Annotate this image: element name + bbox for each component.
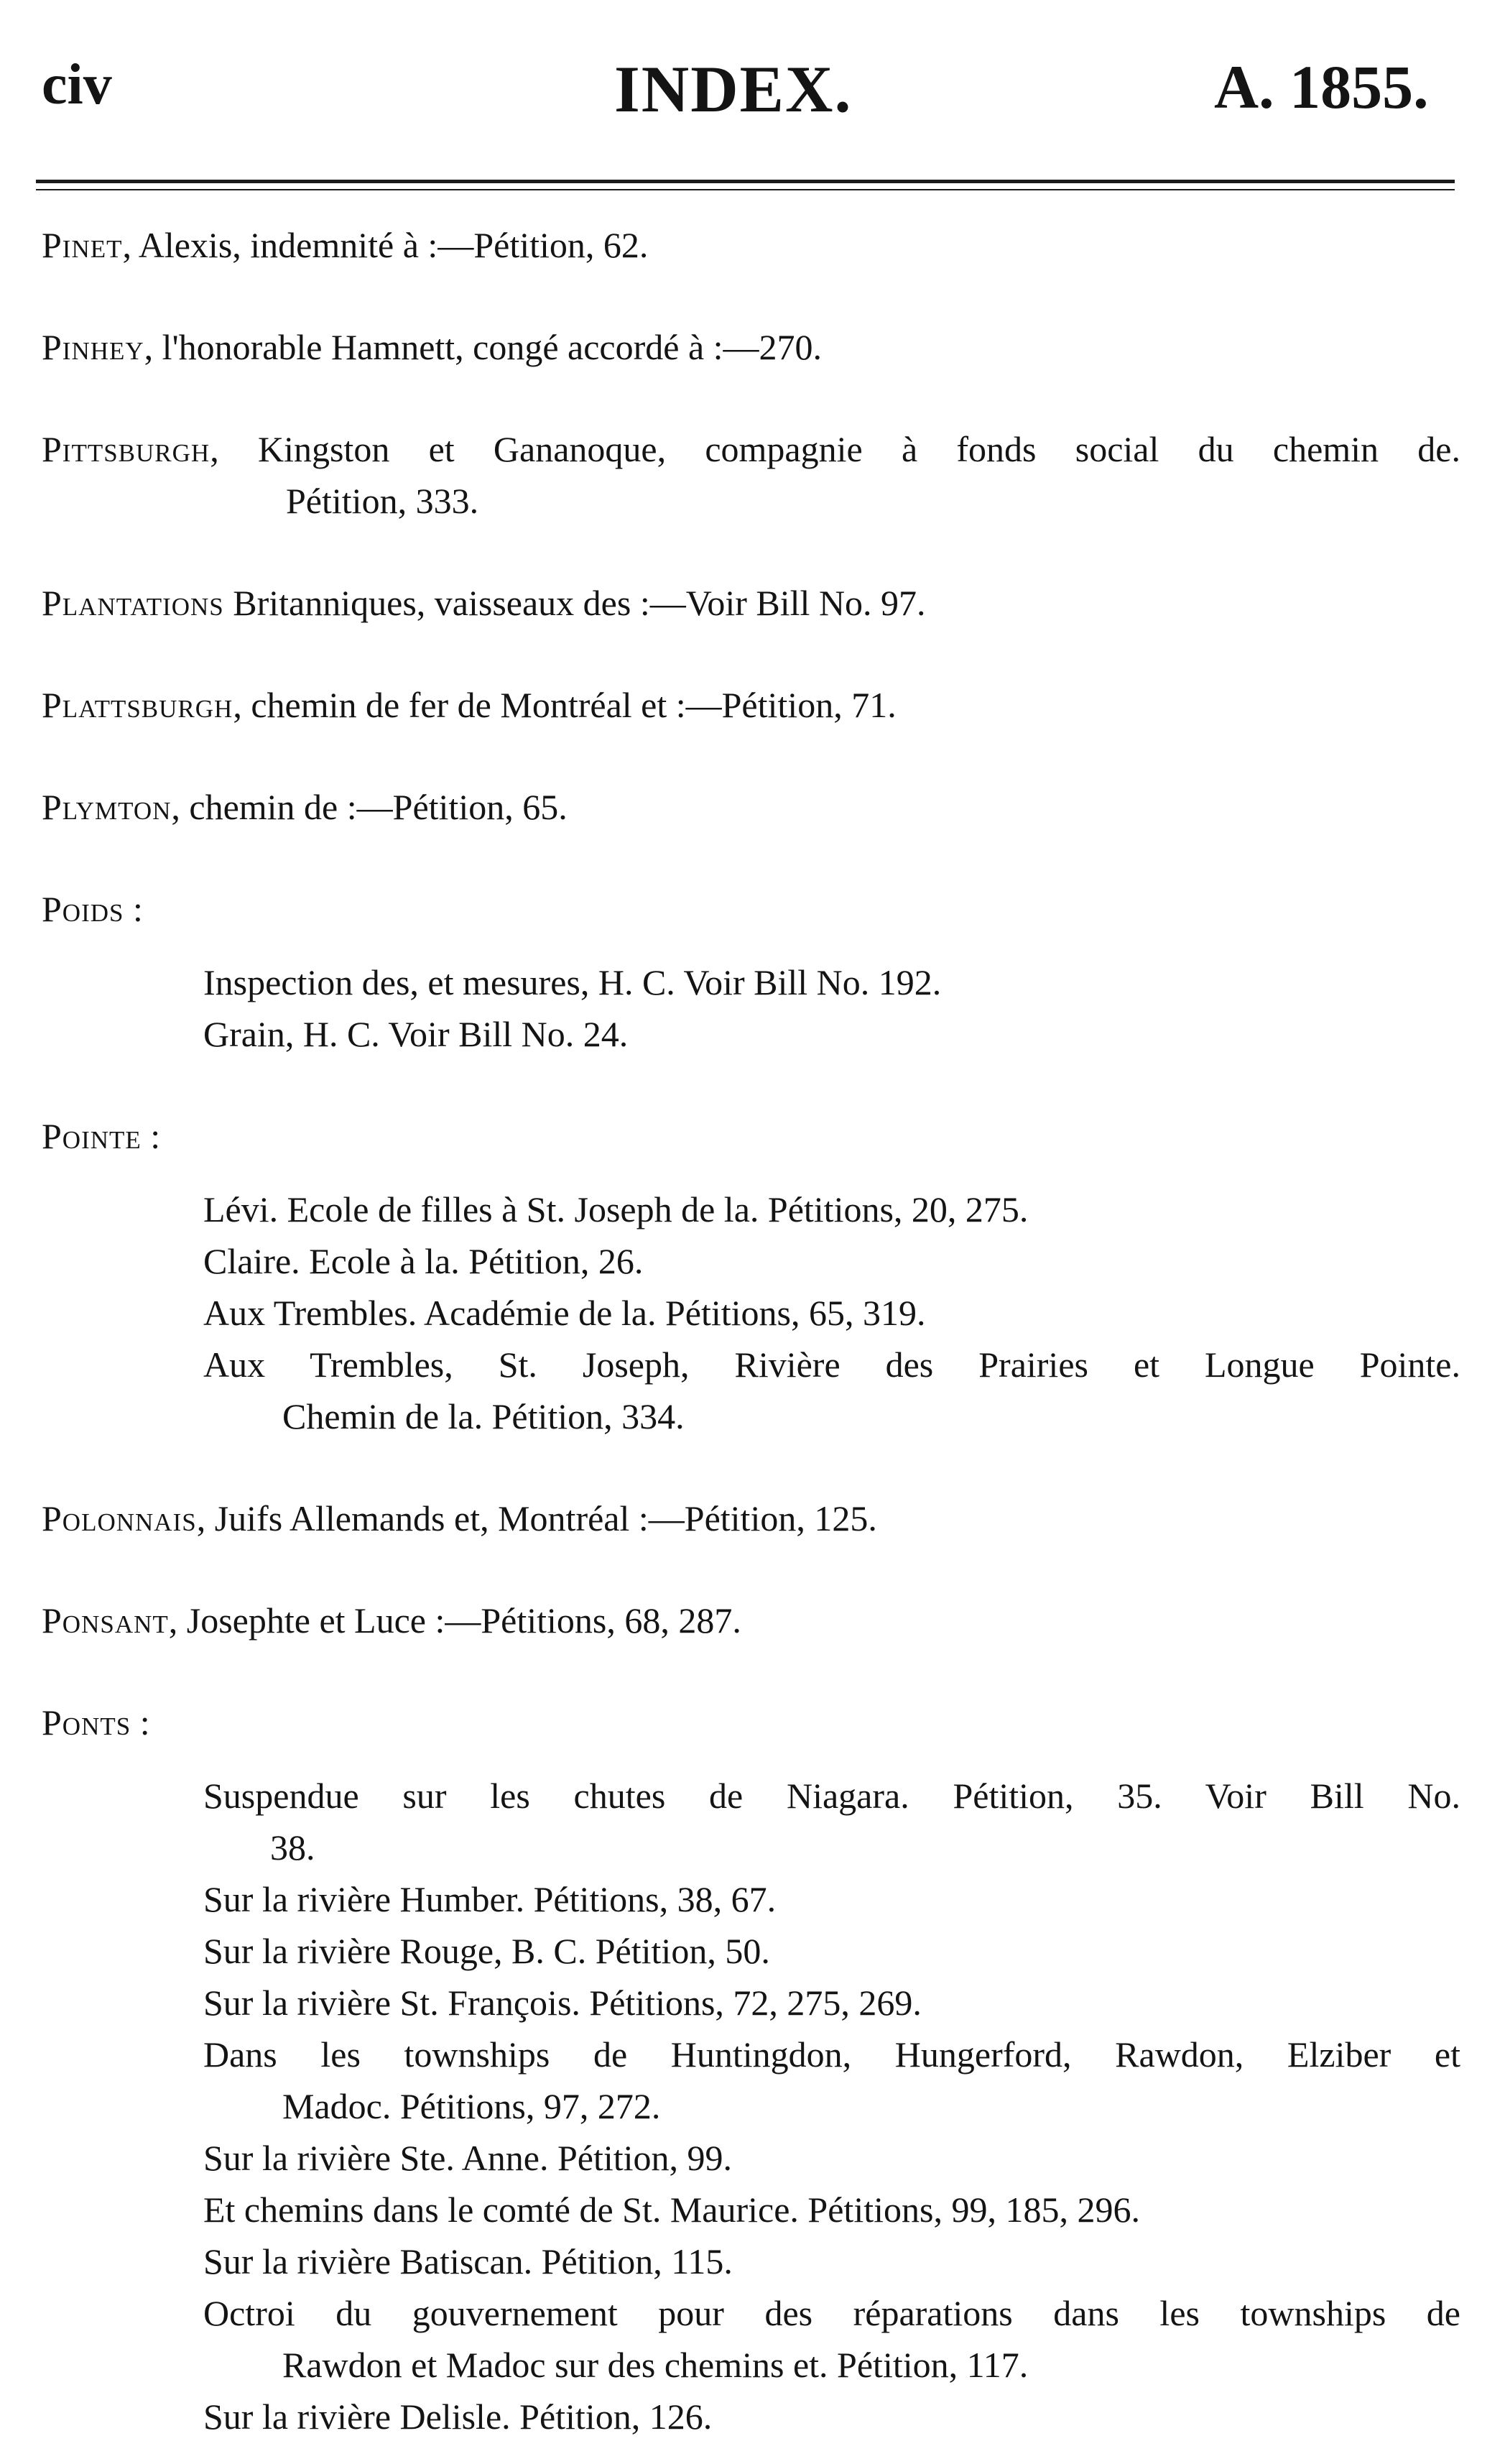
sub-entries (42, 1770, 1460, 2442)
entry-heading: Plantations (42, 583, 224, 623)
sub-entry: Sur la rivière Ste. Anne. Pétition, 99. (203, 2138, 733, 2178)
entry-heading: Ponsant (42, 1600, 169, 1641)
sub-entry: Aux Trembles, St. Joseph, Rivière des Prairies et Longue Pointe. (203, 1344, 1460, 1385)
index-entries (42, 219, 1460, 2442)
entry-text: , Juifs Allemands et, Montréal :—Pétition, 125. (196, 1498, 877, 1538)
page-number: civ (42, 53, 112, 116)
sub-entries (42, 1183, 1460, 1442)
page-title: INDEX. (614, 52, 853, 126)
index-entry (42, 321, 1460, 373)
entry-heading: Poids (42, 889, 124, 929)
index-entry (42, 1595, 1460, 1646)
sub-entry: Octroi du gouvernement pour des réparations dans les townships de (203, 2293, 1460, 2333)
sub-entry: Sur la rivière Batiscan. Pétition, 115. (203, 2241, 733, 2281)
entry-text: , chemin de :—Pétition, 65. (171, 787, 568, 827)
entry-text: , chemin de fer de Montréal et :—Pétition, 71. (233, 685, 897, 725)
sub-entry: Suspendue sur les chutes de Niagara. Pétition, 35. Voir Bill No. (203, 1776, 1460, 1816)
index-entry (42, 1492, 1460, 1544)
entry-text: , l'honorable Hamnett, congé accordé à :—270. (144, 327, 823, 367)
entry-heading: Pinet (42, 225, 123, 265)
sub-entries (42, 956, 1460, 1060)
sub-entry: Sur la rivière St. François. Pétitions, 72, 275, 269. (203, 1983, 922, 2023)
sub-entry: Sur la rivière Delisle. Pétition, 126. (203, 2396, 713, 2437)
page-year: A. 1855. (1214, 52, 1429, 121)
entry-heading: Plattsburgh (42, 685, 233, 725)
sub-entry: Inspection des, et mesures, H. C. Voir Bill No. 192. (203, 962, 942, 1002)
index-entry (42, 423, 1460, 527)
index-entry-pointe: Pointe : Lévi. Ecole de filles à St. Joseph de la. Pétitions, 20, 275. Claire. Ecole à la. Pétition, 26. Aux Trembles. Académie de la. Pétitions, 65, 319. Aux Trembles, St. Joseph, Rivière des Prairies et Longue Pointe. Chemin de la. Pétition, 334. (42, 1110, 1460, 1442)
entry-continuation: Pétition, 333. (286, 481, 479, 521)
entry-heading: Pittsburgh (42, 429, 210, 469)
entry-heading: Pinhey (42, 327, 144, 367)
sub-entry-continuation: Madoc. Pétitions, 97, 272. (282, 2086, 661, 2126)
entry-heading: Plymton (42, 787, 172, 827)
sub-entry: Sur la rivière Humber. Pétitions, 38, 67. (203, 1879, 777, 1919)
sub-entry: Aux Trembles. Académie de la. Pétitions, 65, 319. (203, 1293, 926, 1333)
index-entry (42, 577, 1460, 629)
sub-entry-continuation: Chemin de la. Pétition, 334. (282, 1396, 685, 1436)
entry-heading: Ponts (42, 1702, 131, 1743)
index-entry-ponts: Ponts : Suspendue sur les chutes de Niagara. Pétition, 35. Voir Bill No. 38. Sur la rivière Humber. Pétitions, 38, 67. Sur la rivière Rouge, B. C. Pétition, 50. Sur la rivière St. François. Pétitions, 72, 275, 269. Dans les townships de Huntingdon, Hungerford, Rawdon, Elziber et Madoc. Pétitions, 97, 272. Sur la rivière Ste. Anne. Pétition, 99. Et chemins dans le comté de St. Maurice. Pétitions, 99, 185, 296. Sur la rivière Batiscan. Pétition, 115. Octroi du gouvernement pour des réparations dans les townships de Rawdon et Madoc sur des chemins et. Pétition, 117. Sur la rivière Delisle. Pétition, 126. (42, 1697, 1460, 2442)
sub-entry-continuation: Rawdon et Madoc sur des chemins et. Pétition, 117. (282, 2345, 1029, 2385)
entry-text: Britanniques, vaisseaux des :—Voir Bill No. 97. (223, 583, 926, 623)
sub-entry: Et chemins dans le comté de St. Maurice. Pétitions, 99, 185, 296. (203, 2190, 1140, 2230)
entry-text: , Kingston et Gananoque, compagnie à fonds social du chemin de. (210, 429, 1460, 469)
index-entry (42, 219, 1460, 271)
index-entry-poids: Poids : Inspection des, et mesures, H. C. Voir Bill No. 192. Grain, H. C. Voir Bill No. 24. (42, 883, 1460, 1060)
header-rule-thick (36, 180, 1455, 183)
entry-text: , Josephte et Luce :—Pétitions, 68, 287. (168, 1600, 741, 1641)
entry-heading: Polonnais (42, 1498, 197, 1538)
index-entry (42, 679, 1460, 731)
sub-entry: Claire. Ecole à la. Pétition, 26. (203, 1241, 644, 1281)
sub-entry: Grain, H. C. Voir Bill No. 24. (203, 1014, 629, 1054)
entry-heading: Pointe (42, 1116, 142, 1156)
sub-entry: Lévi. Ecole de filles à St. Joseph de la. Pétitions, 20, 275. (203, 1189, 1029, 1229)
entry-text: , Alexis, indemnité à :—Pétition, 62. (122, 225, 649, 265)
sub-entry: Dans les townships de Huntingdon, Hungerford, Rawdon, Elziber et (203, 2034, 1460, 2075)
sub-entry-continuation: 38. (270, 1827, 315, 1868)
header-rule-thin (36, 189, 1455, 190)
index-entry (42, 781, 1460, 833)
sub-entry: Sur la rivière Rouge, B. C. Pétition, 50. (203, 1931, 770, 1971)
